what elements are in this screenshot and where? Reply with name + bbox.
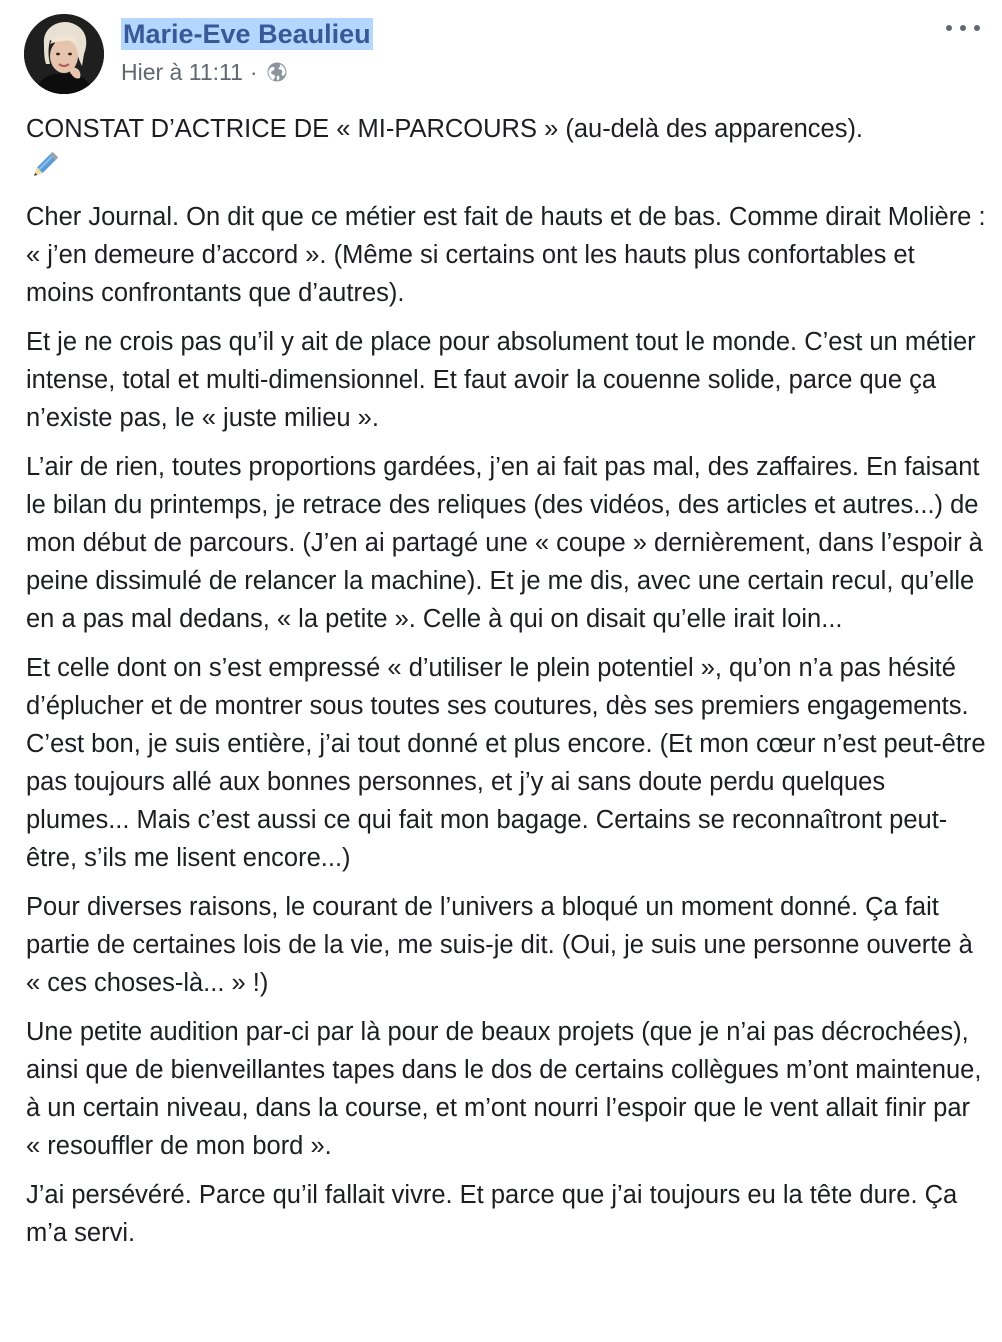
more-options-icon[interactable] [946,16,980,40]
author-avatar[interactable] [24,14,104,94]
avatar-photo-icon [24,14,104,94]
author-name-link[interactable]: Marie-Eve Beaulieu [123,19,371,49]
post-paragraph: L’air de rien, toutes proportions gardées, j’en ai fait pas mal, des zaffaires. En faisant le bilan du printemps, je retrace des reliques (des vidéos, des articles et autres...) de mon début de parcours. (J’en ai partagé une « coupe » dernièrement, dans l’espoir à peine dissimulé de relancer la machine). Et je me dis, avec une certain recul, qu’elle en a pas mal dedans, « la petite ». Celle à qui on disait qu’elle irait loin... [26,453,983,633]
post-paragraph: Cher Journal. On dit que ce métier est fait de hauts et de bas. Comme dirait Molière : « j’en demeure d’accord ». (Même si certains ont les hauts plus confortables et moins confrontants que d’autres). [26,203,986,307]
post-timestamp[interactable]: Hier à 11:11 [121,59,243,85]
post-paragraph: Et celle dont on s’est empressé « d’utiliser le plein potentiel », qu’on n’a pas hésité d’éplucher et de montrer sous toutes ses coutures, dès ses premiers engagements. C’est bon, je suis entière, j’ai tout donné et plus encore. (Et mon cœur n’est peut-être pas toujours allé aux bonnes personnes, et j’y ai sans doute perdu quelques plumes... Mais c’est aussi ce qui fait mon bagage. Certains se reconnaîtront peut-être, s’ils me lisent encore...) [26,654,986,872]
dot [974,25,980,31]
post-paragraph: J’ai persévéré. Parce qu’il fallait vivre. Et parce que j’ai toujours eu la tête dure. Ça m’a servi. [26,1181,958,1247]
meta-separator: · [249,59,258,85]
dot [960,25,966,31]
post-body [26,110,986,1263]
post-meta [121,58,288,86]
post-title: CONSTAT D’ACTRICE DE « MI-PARCOURS » (au-delà des apparences). [26,115,864,143]
post-title-paragraph [26,110,986,187]
post-header [0,0,1002,100]
globe-icon[interactable] [266,61,288,83]
post-paragraph: Et je ne crois pas qu’il y ait de place pour absolument tout le monde. C’est un métier intense, total et multi-dimensionnel. Et faut avoir la couenne solide, parce que ça n’existe pas, le « juste milieu ». [26,328,976,432]
dot [946,25,952,31]
post-paragraph: Une petite audition par-ci par là pour de beaux projets (que je n’ai pas décrochées), ainsi que de bienveillantes tapes dans le dos de certains collègues m’ont maintenue, à un certain niveau, dans la course, et m’ont nourri l’espoir que le vent allait finir par « resouffler de mon bord ». [26,1018,982,1160]
pencil-icon [26,148,62,184]
post-paragraph: Pour diverses raisons, le courant de l’univers a bloqué un moment donné. Ça fait partie de certaines lois de la vie, me suis-je dit. (Oui, je suis une personne ouverte à « ces choses-là... » !) [26,893,973,997]
